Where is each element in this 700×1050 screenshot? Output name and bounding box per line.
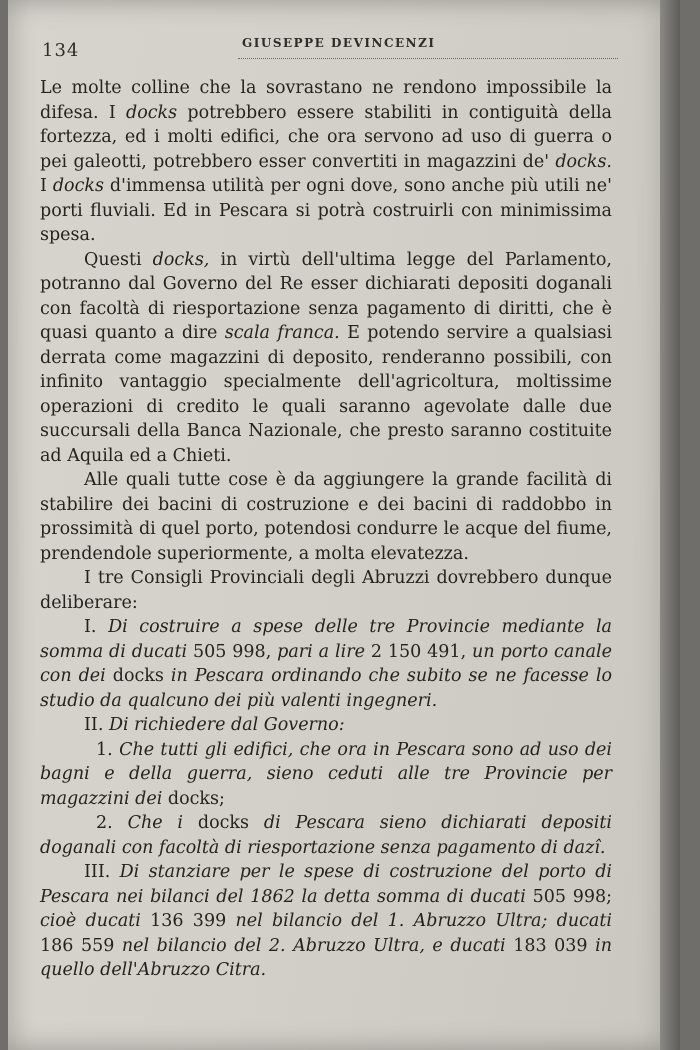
text-run: un porto canale con dei bbox=[40, 641, 612, 686]
roman-term: docks bbox=[197, 813, 250, 833]
running-head: GIUSEPPE DEVINCENZI bbox=[242, 36, 436, 50]
text-run: di Pescara sieno dichiarati depositi doganali con facoltà di riesportazione senza pagamento di dazî. bbox=[40, 813, 612, 858]
text-run: Di stanziare per le spese di costruzione del porto di Pescara nei bilanci del 1862 la detta somma di ducati bbox=[40, 862, 612, 907]
item-number: I. bbox=[84, 617, 97, 637]
text-run: in quello dell'Abruzzo Citra. bbox=[40, 935, 612, 980]
paragraph-1 bbox=[40, 76, 612, 248]
italic-term: docks bbox=[52, 176, 104, 196]
italic-term: docks, bbox=[152, 249, 210, 270]
amount: 136 399 bbox=[150, 911, 227, 931]
header-rule bbox=[238, 58, 618, 59]
item-number: 1. bbox=[96, 739, 113, 760]
text-run: d'immensa utilità per ogni dove, sono anche più utili ne' porti fluviali. Ed in Pescara si potrà costruirli con minimissima spesa. bbox=[40, 176, 612, 245]
amount: 186 559 bbox=[40, 935, 115, 956]
amount: 183 039 bbox=[513, 935, 588, 956]
list-item-1 bbox=[40, 615, 612, 713]
text-run: pari a lire bbox=[277, 641, 365, 662]
text-run: Che i bbox=[127, 813, 184, 833]
text-run: in virtù dell'ultima legge del Parlamento, potranno dal Governo del Re esser dichiarati depositi doganali con facoltà di riesportazione senza pagamento di diritti, che è quasi quanto a dire bbox=[40, 249, 612, 343]
paragraph-3: Alle quali tutte cose è da aggiungere la grande facilità di stabilire dei bacini di costruzione e dei bacini di raddobbo in prossimità di quel porto, potendosi condurre le acque del fiume, prendendole superiormente, a molta elevatezza. bbox=[40, 470, 612, 564]
text-run: cioè ducati bbox=[40, 911, 141, 931]
book-page bbox=[8, 0, 680, 1050]
text-run: Di richiedere dal Governo: bbox=[108, 715, 345, 735]
amount: 505 998; bbox=[532, 886, 613, 907]
list-subitem-2 bbox=[40, 811, 612, 860]
text-run: potrebbero essere stabiliti in contiguità della fortezza, ed i molti edifici, che ora servono ad uso di guerra o pei galeotti, potrebbero esser convertiti in magazzini de' bbox=[40, 102, 612, 172]
roman-term: docks; bbox=[167, 788, 225, 809]
italic-term: docks bbox=[126, 102, 178, 123]
text-run: I bbox=[40, 176, 53, 196]
item-number: III. bbox=[84, 862, 111, 882]
text-run: nel bilancio del 1. Abruzzo Ultra; ducati bbox=[235, 911, 612, 931]
paragraph-2 bbox=[40, 248, 612, 469]
text-run: E potendo servire a qualsiasi derrata come magazzini di deposito, renderanno possibili, con infinito vantaggio specialmente dell'agricoltura, moltissime operazioni di credito le quali saranno agevolate dalle due succursali della Banca Nazionale, che presto saranno costituite ad Aquila ed a Chieti. bbox=[40, 323, 612, 466]
text-run: Questi bbox=[84, 249, 153, 270]
item-number: II. bbox=[84, 715, 104, 735]
italic-term: scala franca. bbox=[224, 323, 340, 343]
paragraph-4: I tre Consigli Provinciali degli Abruzzi dovrebbero dunque deliberare: bbox=[40, 568, 612, 613]
text-run: Le molte colline che la sovrastano ne rendono impossibile la difesa. I bbox=[40, 78, 612, 123]
body-text bbox=[40, 76, 612, 983]
deliberation-list bbox=[40, 615, 612, 983]
amount: 505 998, bbox=[192, 641, 272, 662]
italic-term: docks. bbox=[555, 151, 612, 172]
text-run: Di costruire a spese delle tre Provincie mediante la somma di ducati bbox=[40, 617, 612, 662]
item-number: 2. bbox=[96, 813, 113, 833]
page-header bbox=[8, 30, 680, 60]
text-run: in Pescara ordinando che subito se ne facesse lo studio da qualcuno dei più valenti ingegneri. bbox=[40, 666, 612, 711]
list-item-3 bbox=[40, 860, 612, 983]
page-number: 134 bbox=[42, 40, 80, 61]
page-edge-shadow bbox=[660, 0, 680, 1050]
list-item-2 bbox=[40, 713, 612, 738]
amount: 2 150 491, bbox=[370, 641, 467, 662]
list-subitem-1 bbox=[40, 738, 612, 812]
text-run: nel bilancio del 2. Abruzzo Ultra, e ducati bbox=[121, 935, 506, 956]
roman-term: docks bbox=[112, 666, 164, 686]
text-run: Che tutti gli edifici, che ora in Pescara sono ad uso dei bagni e della guerra, sieno ceduti alle tre Provincie per magazzini dei bbox=[40, 739, 612, 809]
